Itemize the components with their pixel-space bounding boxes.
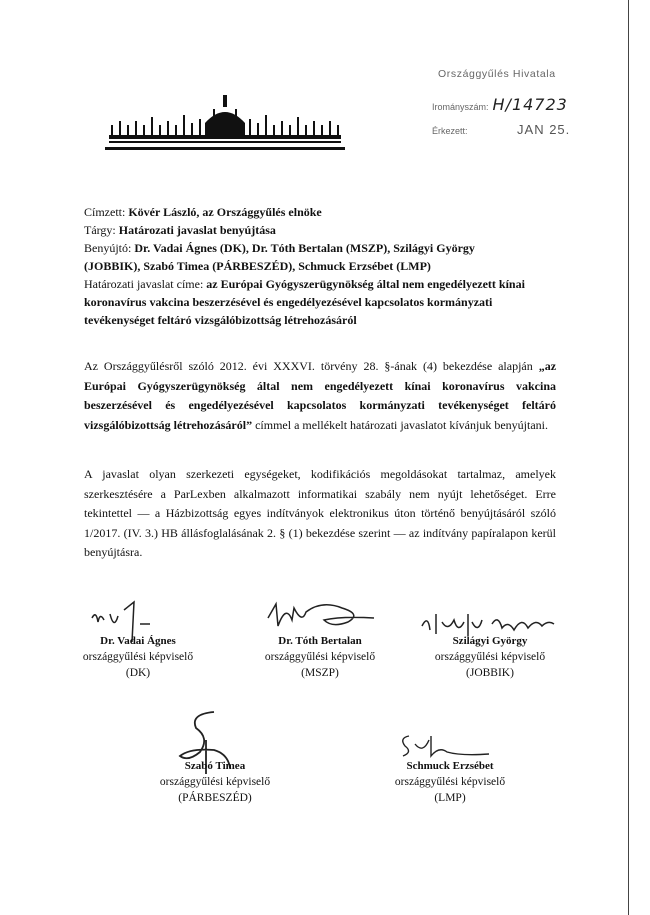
stamp-registration-row [432,95,568,114]
submitters-line-2: (JOBBIK), Szabó Timea (PÁRBESZÉD), Schmuck Erzsébet (LMP) [84,259,431,273]
body-paragraph-1: Az Országgyűlésről szóló 2012. évi XXXVI. törvény 28. §-ának (4) bekezdése alapján „az Európai Gyógyszerügynökség által nem engedélyezett kínai koronavírus vakcina beszerzésével és engedélyezésével kapcsolatos kormányzati tevékenységet feltáró vizsgálóbizottság létrehozásáról” címmel a mellékelt határozati javaslatot kívánjuk benyújtani. [84,359,557,432]
stamp-office-name: Országgyűlés Hivatala [438,68,556,80]
submitters-line: Benyújtó: Dr. Vadai Ágnes (DK), Dr. Tóth Bertalan (MSZP), Szilágyi György [84,241,475,255]
signature-block-schmuck: Schmuck Erzsébet országgyűlési képviselő (LMP) [394,760,506,804]
proposal-title-line-2: koronavírus vakcina beszerzésével és engedélyezésével kapcsolatos kormányzati [84,295,493,309]
signature-block-szabo: Szabó Timea országgyűlési képviselő (PÁRBESZÉD) [159,760,271,804]
proposal-title-line-3: tevékenységet feltáró vizsgálóbizottság létrehozásáról [84,313,357,327]
body-paragraph-2: A javaslat olyan szerkezeti egységeket, kodifikációs megoldásokat tartalmaz, amelyek szerkesztésére a ParLexben alkalmazott informatikai szabály nem nyújt lehetőséget. Erre tekintettel — a Házbizottság egyes indítványok elektronikus úton történő benyújtásáról szóló 1/2017. (IV. 3.) HB állásfoglalásának 2. § (1) bekezdése szerint — az indítvány papíralapon kerül benyújtásra. [84,467,556,559]
addressee-line: Címzett: Kövér László, az Országgyűlés elnöke [84,205,322,219]
signature-toth-icon [262,598,382,638]
parliament-logo-icon [105,95,345,155]
signature-block-vadai: Dr. Vadai Ágnes országgyűlési képviselő (DK) [82,635,194,679]
stamp-received-date: JAN 25. [517,122,571,137]
subject-line: Tárgy: Határozati javaslat benyújtása [84,223,276,237]
signature-block-toth: Dr. Tóth Bertalan országgyűlési képviselő (MSZP) [264,635,376,679]
stamp-registration-label: Irományszám: [432,102,489,112]
document-header [84,203,554,329]
proposal-title-line: Határozati javaslat címe: az Európai Gyógyszerügynökség által nem engedélyezett kínai [84,277,525,291]
stamp-received-label: Érkezett: [432,126,468,136]
stamp-registration-number: H/14723 [492,95,568,114]
stamp-received-row [432,122,570,137]
signature-block-szilagyi: Szilágyi György országgyűlési képviselő (JOBBIK) [434,635,546,679]
page-edge-line [628,0,629,915]
signature-schmuck-icon [395,728,495,762]
